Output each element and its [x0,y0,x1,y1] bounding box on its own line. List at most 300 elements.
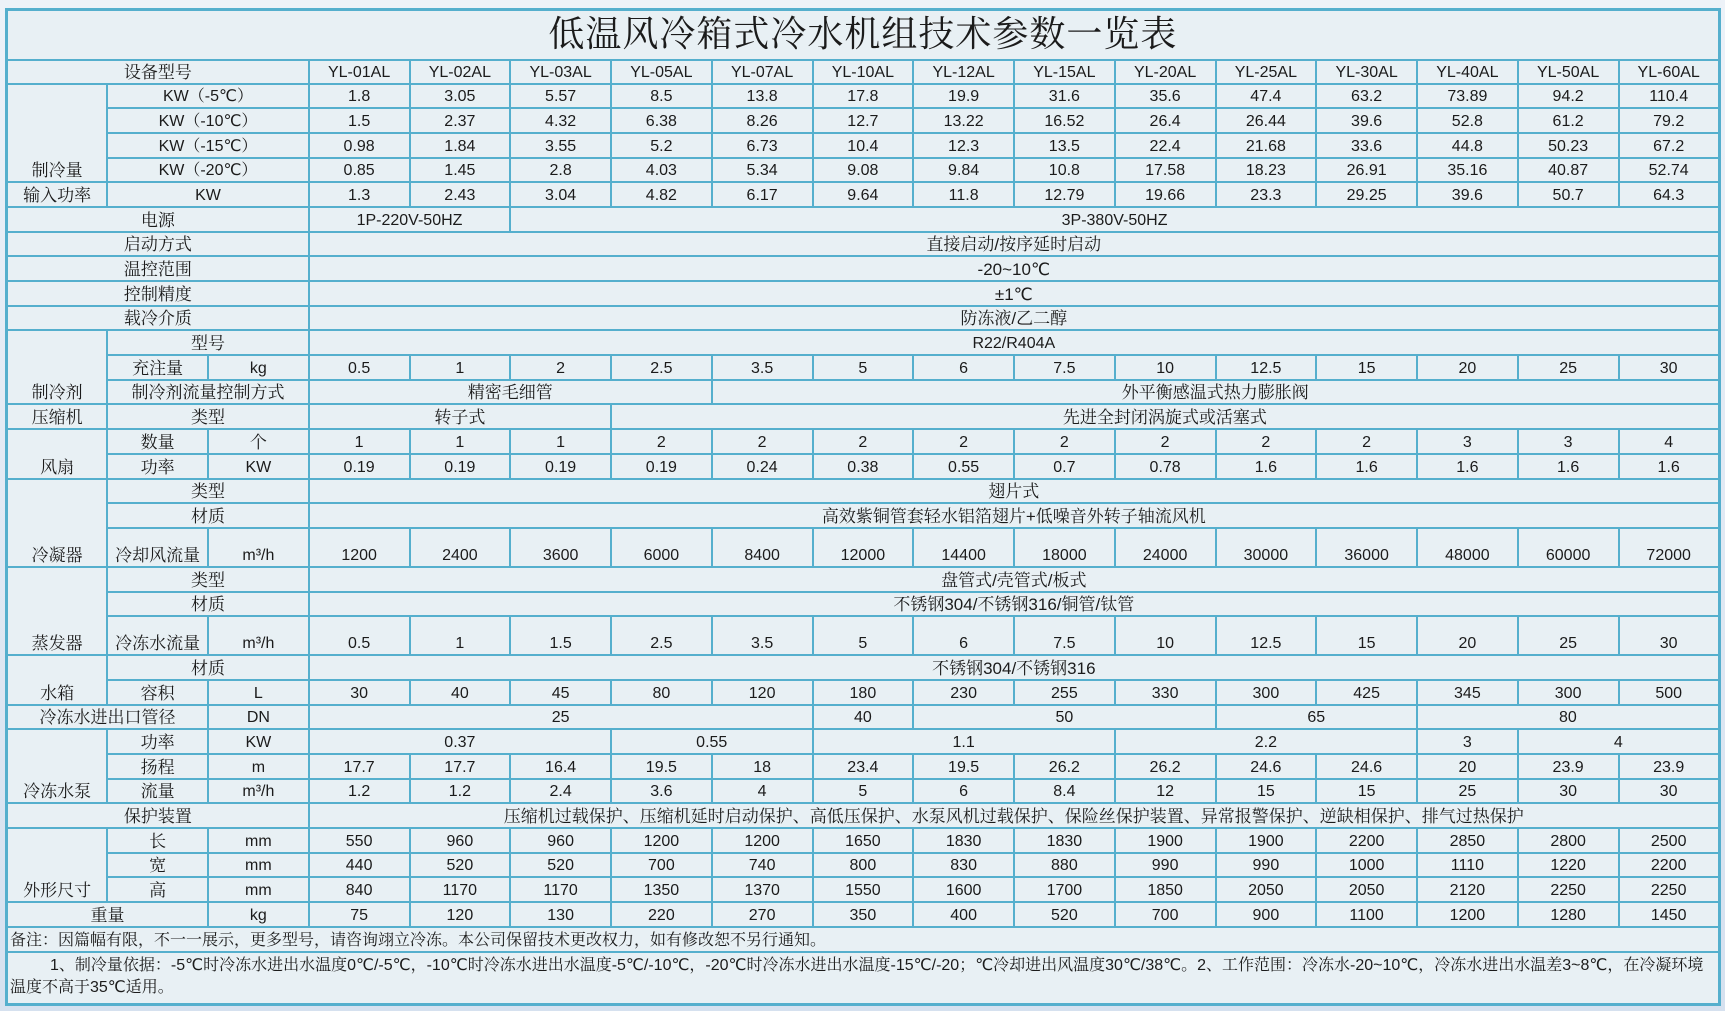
table-row-evaporator-water-flow [7,616,1720,655]
value-cell: 1220 [1518,853,1619,878]
value-cell: 精密毛细管 [309,380,712,405]
value-cell: 6 [913,616,1014,655]
value-cell: 35.16 [1417,158,1518,183]
table-row-water-tank-material [7,655,1720,680]
value-cell: 19.5 [913,754,1014,779]
value-cell: 830 [913,853,1014,878]
value-cell: 1350 [611,877,712,902]
value-cell: 15 [1216,779,1317,804]
value-cell: 3.55 [510,133,611,158]
value-cell: 44.8 [1417,133,1518,158]
value-cell: 120 [712,680,813,705]
value-cell: 1600 [913,877,1014,902]
value-cell: 2.8 [510,158,611,183]
value-cell: 40 [410,680,511,705]
value-cell: 990 [1115,853,1216,878]
unit-label: KW [208,454,309,479]
value-cell: 5 [813,779,914,804]
value-cell: 2.5 [611,355,712,380]
value-cell: 0.98 [309,133,410,158]
value-cell: 2 [1014,429,1115,454]
row-label: 冷却风流量 [107,528,208,567]
value-cell: 0.38 [813,454,914,479]
value-cell: 80 [611,680,712,705]
value-cell: 1200 [309,528,410,567]
value-cell: 18000 [1014,528,1115,567]
value-cell: 1.3 [309,182,410,207]
value-cell: 2 [813,429,914,454]
value-cell: 26.2 [1115,754,1216,779]
value-cell: 12.3 [913,133,1014,158]
value-cell: 30 [1619,779,1720,804]
value-cell: 1.2 [410,779,511,804]
unit-label: m [208,754,309,779]
value-cell: 12.5 [1216,616,1317,655]
table-row-cooling-capacity-minus5 [7,84,1720,109]
value-cell: 2 [510,355,611,380]
value-cell: 60000 [1518,528,1619,567]
value-cell: 1 [309,429,410,454]
row-label: KW（-5℃） [107,84,309,109]
value-cell: 39.6 [1417,182,1518,207]
value-cell: 425 [1316,680,1417,705]
row-label: 保护装置 [7,803,309,828]
value-cell: 36000 [1316,528,1417,567]
value-cell: 3.5 [712,355,813,380]
unit-label: m³/h [208,528,309,567]
value-cell: 520 [410,853,511,878]
value-cell: 1170 [510,877,611,902]
table-row-control-accuracy [7,281,1720,306]
value-cell: 18.23 [1216,158,1317,183]
value-cell: 67.2 [1619,133,1720,158]
value-cell: 5 [813,355,914,380]
spec-table-container [5,8,1718,1006]
value-cell: 500 [1619,680,1720,705]
value-cell: 0.19 [309,454,410,479]
value-cell: 1.6 [1316,454,1417,479]
value-cell: 80 [1417,705,1719,730]
value-cell: 17.58 [1115,158,1216,183]
value-cell: 5.2 [611,133,712,158]
group-label: 风扇 [7,429,108,478]
table-row-evaporator-type [7,567,1720,592]
table-row-pump-power [7,729,1720,754]
value-cell: 高效紫铜管套轻水铝箔翅片+低噪音外转子轴流风机 [309,503,1720,528]
table-row-condenser-airflow [7,528,1720,567]
value-cell: 30 [1518,779,1619,804]
model-header-cell: YL-07AL [712,60,813,84]
value-cell: 65 [1216,705,1418,730]
value-cell: 2 [611,429,712,454]
value-cell: 4.03 [611,158,712,183]
value-cell: 0.19 [410,454,511,479]
table-row-dimensions-width [7,853,1720,878]
model-header-cell: YL-10AL [813,60,914,84]
value-cell: 盘管式/壳管式/板式 [309,567,1720,592]
value-cell: 13.8 [712,84,813,109]
value-cell: 1200 [1417,902,1518,927]
value-cell: 72000 [1619,528,1720,567]
value-cell: 1200 [611,828,712,853]
value-cell: 1900 [1115,828,1216,853]
value-cell: 1.6 [1619,454,1720,479]
value-cell: 52.8 [1417,108,1518,133]
table-row-pipe-diameter [7,705,1720,730]
value-cell: 1170 [410,877,511,902]
value-cell: 1200 [712,828,813,853]
model-header-row [7,60,1720,84]
value-cell: 20 [1417,754,1518,779]
unit-label: mm [208,853,309,878]
table-row-water-tank-volume [7,680,1720,705]
value-cell: 900 [1216,902,1317,927]
unit-label: DN [208,705,309,730]
value-cell: 2850 [1417,828,1518,853]
value-cell: 2 [913,429,1014,454]
value-cell: 64.3 [1619,182,1720,207]
value-cell: 0.55 [913,454,1014,479]
row-label: 材质 [107,592,309,617]
value-cell: 16.4 [510,754,611,779]
model-header-cell: YL-12AL [913,60,1014,84]
row-label: 充注量 [107,355,208,380]
value-cell: 23.9 [1518,754,1619,779]
value-cell: 1830 [913,828,1014,853]
detail-note-row [7,952,1720,1005]
row-label: 数量 [107,429,208,454]
value-cell: 1.45 [410,158,511,183]
row-label: 重量 [7,902,209,927]
value-cell: 50 [913,705,1215,730]
value-cell: 75 [309,902,410,927]
row-label: 冷冻水流量 [107,616,208,655]
value-cell: 26.44 [1216,108,1317,133]
row-label: 类型 [107,479,309,504]
value-cell: 440 [309,853,410,878]
value-cell: 4.82 [611,182,712,207]
value-cell: 2.5 [611,616,712,655]
value-cell: 18 [712,754,813,779]
unit-label: mm [208,877,309,902]
value-cell: 30 [1619,355,1720,380]
value-cell: 345 [1417,680,1518,705]
value-cell: 1550 [813,877,914,902]
value-cell: 3P-380V-50HZ [510,207,1719,232]
value-cell: 4.32 [510,108,611,133]
value-cell: 翅片式 [309,479,1720,504]
value-cell: 15 [1316,616,1417,655]
value-cell: 2 [1316,429,1417,454]
value-cell: 3 [1417,729,1518,754]
value-cell: 4 [1619,429,1720,454]
group-label: 水箱 [7,655,108,704]
value-cell: 1370 [712,877,813,902]
value-cell: 1650 [813,828,914,853]
value-cell: 1.2 [309,779,410,804]
group-label: 制冷量 [7,84,108,183]
unit-label: 个 [208,429,309,454]
model-header-cell: YL-02AL [410,60,511,84]
row-label: 功率 [107,729,208,754]
value-cell: 1 [410,429,511,454]
value-cell: 400 [913,902,1014,927]
value-cell: 外平衡感温式热力膨胀阀 [712,380,1720,405]
value-cell: 15 [1316,779,1417,804]
value-cell: 330 [1115,680,1216,705]
value-cell: 1.5 [309,108,410,133]
value-cell: 12.7 [813,108,914,133]
unit-label: kg [208,355,309,380]
table-row-protection [7,803,1720,828]
table-row-dimensions-length [7,828,1720,853]
value-cell: 1P-220V-50HZ [309,207,511,232]
value-cell: 960 [510,828,611,853]
value-cell: 1 [510,429,611,454]
value-cell: 1900 [1216,828,1317,853]
table-row-condenser-material [7,503,1720,528]
value-cell: 2.37 [410,108,511,133]
model-header-cell: YL-20AL [1115,60,1216,84]
value-cell: 0.7 [1014,454,1115,479]
value-cell: 19.5 [611,754,712,779]
value-cell: 300 [1216,680,1317,705]
value-cell: R22/R404A [309,330,1720,355]
table-row-refrigerant-model [7,330,1720,355]
value-cell: 840 [309,877,410,902]
value-cell: 73.89 [1417,84,1518,109]
value-cell: 5.57 [510,84,611,109]
value-cell: 0.24 [712,454,813,479]
value-cell: 12.5 [1216,355,1317,380]
spec-table [5,8,1721,1006]
row-label: 电源 [7,207,309,232]
value-cell: 25 [309,705,813,730]
row-label: 宽 [107,853,208,878]
value-cell: 9.84 [913,158,1014,183]
value-cell: 24.6 [1316,754,1417,779]
unit-label: m³/h [208,779,309,804]
value-cell: 6.38 [611,108,712,133]
value-cell: 2050 [1216,877,1317,902]
value-cell: 2400 [410,528,511,567]
unit-label: kg [208,902,309,927]
value-cell: 0.5 [309,355,410,380]
table-row-coolant [7,306,1720,331]
value-cell: -20~10℃ [309,256,1720,281]
value-cell: 19.9 [913,84,1014,109]
row-label: 扬程 [107,754,208,779]
model-header-cell: YL-50AL [1518,60,1619,84]
value-cell: 30 [1619,616,1720,655]
value-cell: 1 [410,616,511,655]
value-cell: 520 [1014,902,1115,927]
value-cell: 6.17 [712,182,813,207]
value-cell: 3.6 [611,779,712,804]
value-cell: 1110 [1417,853,1518,878]
value-cell: 9.64 [813,182,914,207]
unit-label: mm [208,828,309,853]
value-cell: 先进全封闭涡旋式或活塞式 [611,404,1719,429]
value-cell: 1280 [1518,902,1619,927]
value-cell: 2250 [1518,877,1619,902]
table-row-weight [7,902,1720,927]
value-cell: 800 [813,853,914,878]
value-cell: 960 [410,828,511,853]
detail-note: 1、制冷量依据：-5℃时冷冻水进出水温度0℃/-5℃，-10℃时冷冻水进出水温度-5℃/-10℃，-20℃时冷冻水进出水温度-15℃/-20；℃冷却进出风温度30℃/38℃。2、工作范围：冷冻水-20~10℃，冷冻水进出水温差3~8℃，在冷凝环境温度不高于35℃适用。 [7,952,1720,1005]
value-cell: 不锈钢304/不锈钢316/铜管/钛管 [309,592,1720,617]
value-cell: 8.5 [611,84,712,109]
value-cell: 1830 [1014,828,1115,853]
row-label: 高 [107,877,208,902]
value-cell: 350 [813,902,914,927]
value-cell: 0.19 [611,454,712,479]
unit-label: L [208,680,309,705]
value-cell: 1.84 [410,133,511,158]
row-label: 温控范围 [7,256,309,281]
value-cell: 6 [913,355,1014,380]
value-cell: 520 [510,853,611,878]
table-row-compressor-type [7,404,1720,429]
table-row-start-mode [7,232,1720,257]
value-cell: 990 [1216,853,1317,878]
value-cell: 3.5 [712,616,813,655]
model-header-cell: YL-01AL [309,60,410,84]
value-cell: 3600 [510,528,611,567]
value-cell: 110.4 [1619,84,1720,109]
value-cell: 25 [1518,355,1619,380]
value-cell: 29.25 [1316,182,1417,207]
table-title: 低温风冷箱式冷水机组技术参数一览表 [7,10,1720,60]
value-cell: 0.5 [309,616,410,655]
value-cell: 2.43 [410,182,511,207]
value-cell: 13.22 [913,108,1014,133]
value-cell: 31.6 [1014,84,1115,109]
value-cell: 10.8 [1014,158,1115,183]
table-row-condenser-type [7,479,1720,504]
value-cell: 23.9 [1619,754,1720,779]
value-cell: 25 [1518,616,1619,655]
group-label: 输入功率 [7,182,108,207]
model-header-cell: YL-15AL [1014,60,1115,84]
value-cell: 25 [1417,779,1518,804]
value-cell: 270 [712,902,813,927]
group-label: 蒸发器 [7,567,108,655]
table-row-fan-power [7,454,1720,479]
value-cell: 26.91 [1316,158,1417,183]
row-label: KW（-20℃） [107,158,309,183]
value-cell: 11.8 [913,182,1014,207]
remark-note: 备注：因篇幅有限，不一一展示，更多型号，请咨询翊立冷冻。本公司保留技术更改权力，如有修改恕不另行通知。 [7,927,1720,952]
group-label: 制冷剂 [7,330,108,404]
value-cell: 2250 [1619,877,1720,902]
value-cell: 9.08 [813,158,914,183]
group-label: 冷凝器 [7,479,108,567]
value-cell: 24000 [1115,528,1216,567]
value-cell: 180 [813,680,914,705]
value-cell: 220 [611,902,712,927]
value-cell: 2200 [1619,853,1720,878]
value-cell: 0.55 [611,729,813,754]
value-cell: 2120 [1417,877,1518,902]
value-cell: 1000 [1316,853,1417,878]
value-cell: 2200 [1316,828,1417,853]
value-cell: 48000 [1417,528,1518,567]
table-row-refrigerant-charge [7,355,1720,380]
row-label: 启动方式 [7,232,309,257]
value-cell: 120 [410,902,511,927]
value-cell: 1 [410,355,511,380]
table-row-cooling-capacity-minus10 [7,108,1720,133]
table-row-pump-head [7,754,1720,779]
value-cell: 6000 [611,528,712,567]
table-row-dimensions-height [7,877,1720,902]
table-row-evaporator-material [7,592,1720,617]
value-cell: 12.79 [1014,182,1115,207]
value-cell: 17.7 [309,754,410,779]
row-label: 控制精度 [7,281,309,306]
value-cell: 33.6 [1316,133,1417,158]
value-cell: 47.4 [1216,84,1317,109]
value-cell: 2 [1115,429,1216,454]
value-cell: 50.23 [1518,133,1619,158]
value-cell: 17.7 [410,754,511,779]
row-label: 容积 [107,680,208,705]
value-cell: 300 [1518,680,1619,705]
row-label: 冷冻水进出口管径 [7,705,209,730]
value-cell: 2050 [1316,877,1417,902]
value-cell: 17.8 [813,84,914,109]
row-label: 制冷剂流量控制方式 [107,380,309,405]
value-cell: 3.04 [510,182,611,207]
value-cell: 700 [611,853,712,878]
row-label: 材质 [107,503,309,528]
value-cell: 5 [813,616,914,655]
row-label: 型号 [107,330,309,355]
value-cell: 30 [309,680,410,705]
value-cell: 2500 [1619,828,1720,853]
table-row-refrigerant-flow-control [7,380,1720,405]
value-cell: 24.6 [1216,754,1317,779]
value-cell: 0.37 [309,729,611,754]
value-cell: 10.4 [813,133,914,158]
value-cell: 3 [1518,429,1619,454]
value-cell: 1700 [1014,877,1115,902]
header-label: 设备型号 [7,60,309,84]
value-cell: 1.6 [1417,454,1518,479]
value-cell: 35.6 [1115,84,1216,109]
value-cell: 2 [1216,429,1317,454]
value-cell: 2.2 [1115,729,1417,754]
row-label: 类型 [107,567,309,592]
value-cell: 7.5 [1014,355,1115,380]
value-cell: 12000 [813,528,914,567]
value-cell: 4 [712,779,813,804]
value-cell: 12 [1115,779,1216,804]
value-cell: 0.19 [510,454,611,479]
value-cell: 20 [1417,616,1518,655]
model-header-cell: YL-05AL [611,60,712,84]
value-cell: 40.87 [1518,158,1619,183]
value-cell: 3.05 [410,84,511,109]
row-label: 载冷介质 [7,306,309,331]
value-cell: 94.2 [1518,84,1619,109]
table-row-input-power [7,182,1720,207]
value-cell: 63.2 [1316,84,1417,109]
value-cell: 39.6 [1316,108,1417,133]
value-cell: 880 [1014,853,1115,878]
value-cell: 7.5 [1014,616,1115,655]
